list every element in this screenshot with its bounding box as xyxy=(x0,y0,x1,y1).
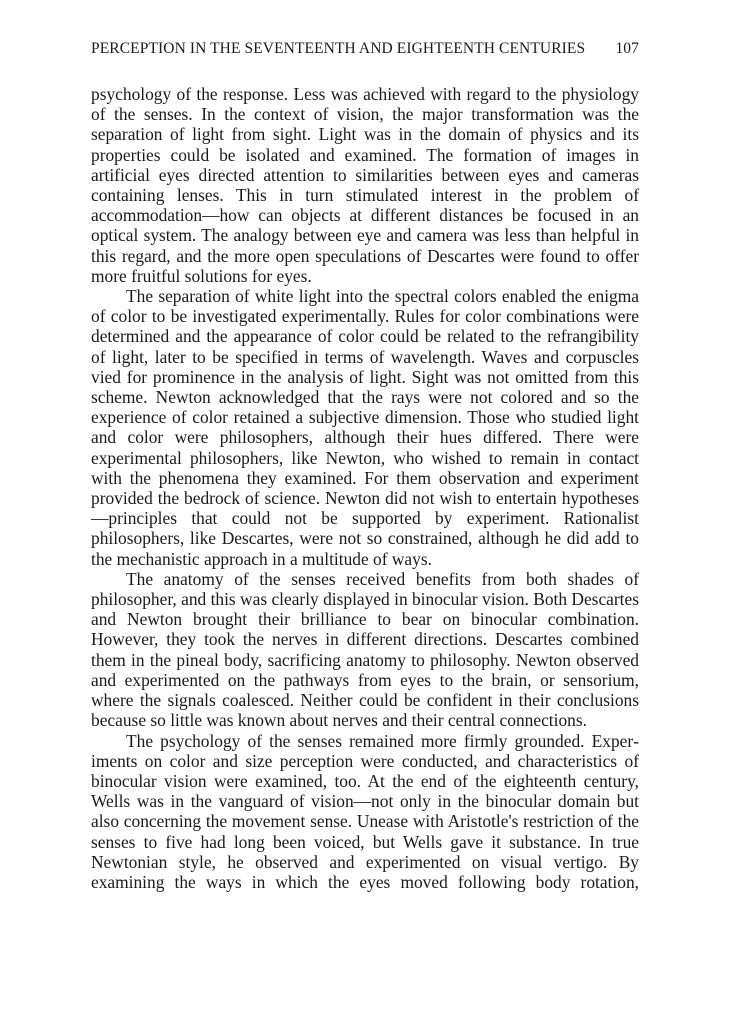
paragraph-1: psychology of the response. Less was achieved with regard to the physiology of the senses. In the context of vision, the major transformation was the separation of light from sight. Light was in the domain of physics and its properties could be isolated and examined. The formation of images in artificial eyes directed attention to similarities between eyes and cameras containing lenses. This in turn stimulated interest in the problem of accommodation—how can objects at different distances be focused in an optical system. The analogy between eye and camera was less than helpful in this regard, and the more open speculations of Descartes were found to offer more fruitful solutions for eyes. xyxy=(91,84,639,286)
book-page xyxy=(91,40,639,892)
body-text xyxy=(91,84,639,892)
running-head-title: PERCEPTION IN THE SEVENTEENTH AND EIGHTEENTH CENTURIES xyxy=(91,40,586,57)
page-number: 107 xyxy=(615,40,639,57)
paragraph-2: The separation of white light into the spectral colors enabled the enigma of color to be investigated experimentally. Rules for color combinations were determined and the appearance of color could be related to the refrangibility of light, later to be specified in terms of wavelength. Waves and corpuscles vied for prominence in the analysis of light. Sight was not omitted from this scheme. Newton acknowledged that the rays were not colored and so the experience of color retained a subjective dimension. Those who studied light and color were philosophers, although their hues differed. There were experimental philosophers, like Newton, who wished to remain in contact with the phenomena they examined. For them observation and experiment provided the bedrock of science. Newton did not wish to entertain hypotheses—principles that could not be supported by experiment. Rationalist philosophers, like Descartes, were not so constrained, although he did add to the mechanistic approach in a multitude of ways. xyxy=(91,286,639,569)
running-head xyxy=(91,40,639,58)
paragraph-4: The psychology of the senses remained more firmly grounded. Experiments on color and size perception were conducted, and characteristics of binocular vision were examined, too. At the end of the eighteenth century, Wells was in the vanguard of vision—not only in the binocular domain but also concerning the movement sense. Unease with Aristotle's restriction of the senses to five had long been voiced, but Wells gave it substance. In true Newtonian style, he observed and experimented on visual vertigo. By examining the ways in which the eyes moved following body rotation, xyxy=(91,730,639,892)
paragraph-3: The anatomy of the senses received benefits from both shades of philosopher, and this was clearly displayed in binocular vision. Both Descartes and Newton brought their brilliance to bear on binocular combination. However, they took the nerves in different directions. Descartes combined them in the pineal body, sacrificing anatomy to philosophy. Newton observed and experimented on the pathways from eyes to the brain, or sensorium, where the signals coalesced. Neither could be confident in their conclusions because so little was known about nerves and their central connections. xyxy=(91,568,639,731)
